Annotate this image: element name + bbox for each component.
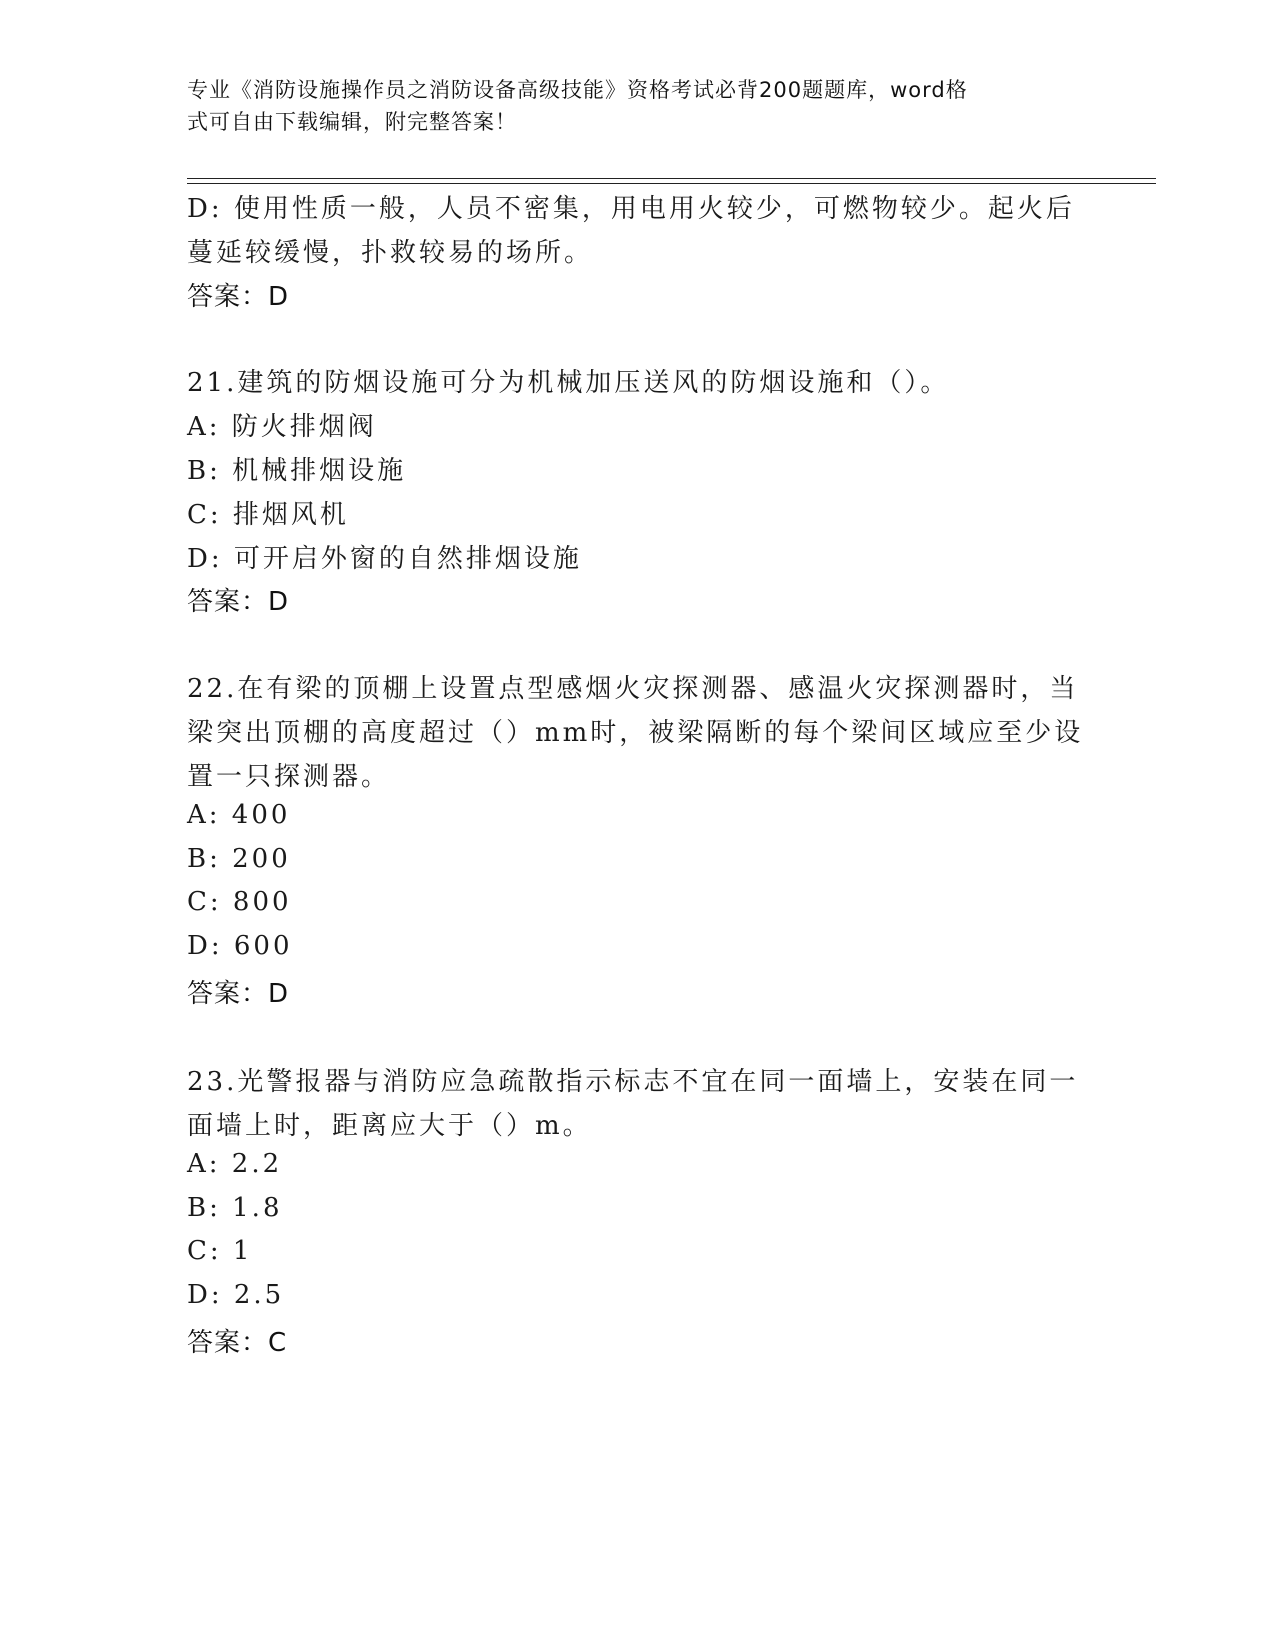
q23-stem-line-1: 23.光警报器与消防应急疏散指示标志不宜在同一面墙上，安装在同一 <box>187 1067 1079 1097</box>
q21-option-b: B: 机械排烟设施 <box>187 456 407 486</box>
prev-option-d-line-2: 蔓延较缓慢，扑救较易的场所。 <box>187 238 594 268</box>
q21-stem: 21.建筑的防烟设施可分为机械加压送风的防烟设施和（）。 <box>187 368 950 398</box>
q22-option-c: C: 800 <box>187 887 292 917</box>
q22-stem-line-1: 22.在有梁的顶棚上设置点型感烟火灾探测器、感温火灾探测器时，当 <box>187 674 1079 704</box>
q23-option-d: D: 2.5 <box>187 1280 285 1310</box>
q23-option-a: A: 2.2 <box>187 1149 283 1179</box>
q22-answer: 答案：D <box>187 979 290 1009</box>
document-header <box>187 74 1067 138</box>
q23-stem-line-2: 面墙上时，距离应大于（）m。 <box>187 1111 592 1141</box>
q21-option-c: C: 排烟风机 <box>187 500 349 530</box>
prev-option-d-line-1: D: 使用性质一般，人员不密集，用电用火较少，可燃物较少。起火后 <box>187 194 1075 224</box>
header-line-1: 专业《消防设施操作员之消防设备高级技能》资格考试必背200题题库，word格 <box>187 78 968 102</box>
prev-answer: 答案：D <box>187 282 290 312</box>
q22-stem-line-3: 置一只探测器。 <box>187 762 391 792</box>
q21-option-d: D: 可开启外窗的自然排烟设施 <box>187 544 582 574</box>
q21-answer: 答案：D <box>187 587 290 617</box>
q22-option-a: A: 400 <box>187 800 291 830</box>
header-line-2: 式可自由下载编辑，附完整答案！ <box>187 110 517 134</box>
q23-option-b: B: 1.8 <box>187 1193 283 1223</box>
q22-option-b: B: 200 <box>187 844 291 874</box>
header-divider-bottom <box>187 183 1156 184</box>
q22-option-d: D: 600 <box>187 931 293 961</box>
q22-stem-line-2: 梁突出顶棚的高度超过（）mm时，被梁隔断的每个梁间区域应至少设 <box>187 718 1084 748</box>
header-divider-top <box>187 178 1156 179</box>
q23-answer: 答案：C <box>187 1328 288 1358</box>
q21-option-a: A: 防火排烟阀 <box>187 412 377 442</box>
q23-option-c: C: 1 <box>187 1236 253 1266</box>
